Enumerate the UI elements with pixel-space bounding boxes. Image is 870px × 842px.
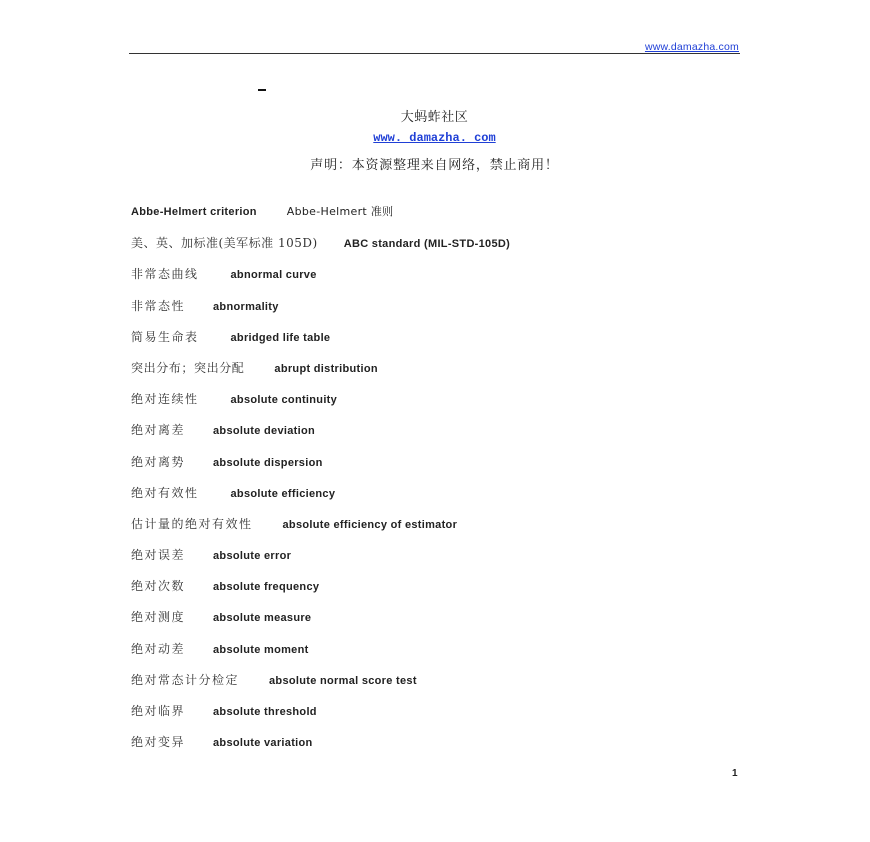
- entry-chinese-term: 绝对连续性: [131, 392, 199, 407]
- entry-chinese-term: 美、英、加标准(美军标准 105D): [131, 236, 318, 251]
- header-website-link[interactable]: www.damazha.com: [644, 41, 739, 53]
- glossary-entry: [131, 515, 731, 546]
- entry-english-term: absolute normal score test: [269, 674, 417, 687]
- entry-english-term: absolute error: [213, 550, 292, 563]
- entry-english-term: abrupt distribution: [274, 362, 378, 375]
- entry-english-term: absolute efficiency: [230, 487, 336, 500]
- entry-chinese-term: 突出分布；突出分配: [131, 360, 245, 375]
- entry-english-term: ABC standard (MIL-STD-105D): [343, 238, 511, 251]
- entry-chinese-term: 绝对离差: [131, 423, 186, 438]
- glossary-entry: [131, 577, 731, 608]
- site-url-link[interactable]: www. damazha. com: [373, 131, 496, 145]
- glossary-entry: [131, 328, 731, 359]
- entry-chinese-term: 绝对有效性: [131, 485, 199, 500]
- glossary-entry: [131, 453, 731, 484]
- glossary-entry: [131, 733, 731, 764]
- entry-chinese-term: 绝对变异: [131, 735, 186, 750]
- entry-english-term: abnormal curve: [230, 269, 317, 282]
- site-name: 大蚂蚱社区: [400, 110, 469, 125]
- entry-english-term: absolute moment: [213, 643, 309, 656]
- disclaimer: 声明：本资源整理来自网络，禁止商用！: [310, 158, 559, 173]
- glossary-entry: [131, 359, 731, 390]
- entry-chinese-term: Abbe-Helmert 准则: [286, 205, 394, 218]
- entry-english-term: absolute efficiency of estimator: [282, 518, 458, 531]
- glossary-entry: [131, 484, 731, 515]
- glossary-entry: [131, 234, 731, 265]
- entry-chinese-term: 绝对临界: [131, 704, 186, 718]
- entry-chinese-term: 绝对常态计分检定: [131, 672, 240, 687]
- entry-english-term: absolute continuity: [230, 394, 338, 407]
- entry-english-term: absolute measure: [213, 612, 312, 625]
- glossary-entry: [131, 671, 731, 702]
- entry-english-term: absolute threshold: [213, 706, 317, 718]
- glossary-entry: [131, 640, 731, 671]
- glossary-list: [131, 203, 731, 764]
- entry-english-term: absolute deviation: [213, 425, 315, 438]
- entry-chinese-term: 绝对误差: [131, 548, 186, 563]
- entry-chinese-term: 非常态曲线: [131, 267, 199, 282]
- entry-chinese-term: 绝对离势: [131, 454, 186, 469]
- entry-chinese-term: 非常态性: [131, 298, 186, 313]
- glossary-entry: [131, 546, 731, 577]
- entry-english-term: absolute variation: [213, 737, 313, 750]
- entry-english-term: absolute frequency: [213, 581, 320, 594]
- entry-chinese-term: 绝对次数: [131, 579, 186, 594]
- entry-english-term: Abbe-Helmert criterion: [131, 206, 257, 218]
- dash-mark: [258, 89, 266, 91]
- entry-english-term: abnormality: [213, 300, 279, 313]
- glossary-entry: [131, 608, 731, 639]
- glossary-entry: [131, 421, 731, 452]
- entry-chinese-term: 简易生命表: [131, 329, 199, 344]
- entry-english-term: abridged life table: [230, 331, 331, 344]
- header-divider: [129, 53, 740, 54]
- entry-chinese-term: 绝对动差: [131, 641, 186, 656]
- glossary-entry: [131, 265, 731, 296]
- page-number: 1: [732, 768, 738, 779]
- entry-chinese-term: 绝对测度: [131, 610, 186, 625]
- glossary-entry: [131, 390, 731, 421]
- entry-english-term: absolute dispersion: [213, 456, 323, 469]
- entry-chinese-term: 估计量的绝对有效性: [131, 516, 253, 531]
- glossary-entry: [131, 203, 731, 234]
- glossary-entry: [131, 297, 731, 328]
- glossary-entry: [131, 702, 731, 733]
